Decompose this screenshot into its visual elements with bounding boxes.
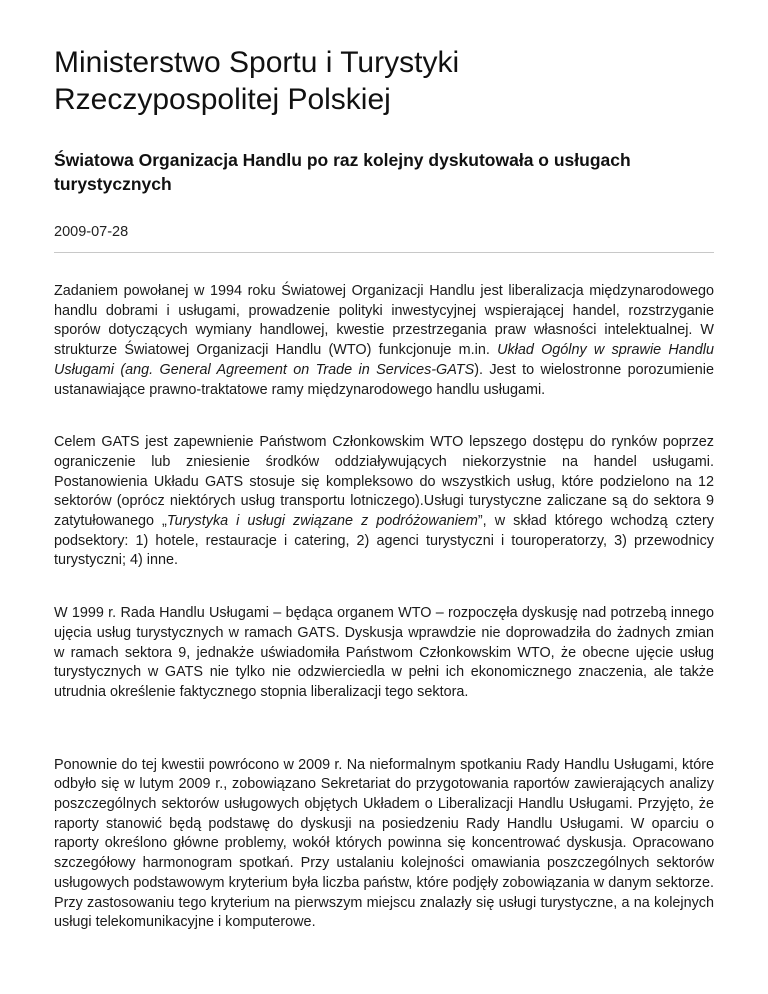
paragraph-2-emphasis: Turystyka i usługi związane z podróżowaniem: [166, 513, 478, 530]
article-date: 2009-07-28: [54, 224, 129, 240]
paragraph-1: [54, 282, 714, 400]
article-title: Światowa Organizacja Handlu po raz kolejny dyskutowała o usługach turystycznych: [54, 150, 631, 194]
paragraph-1-emphasis: Układ Ogólny w sprawie Handlu Usługami (ang. General Agreement on Trade in Services-GATS: [54, 342, 714, 378]
site-title-line1: Ministerstwo Sportu i Turystyki: [54, 46, 460, 79]
divider: [54, 252, 714, 253]
paragraph-3: W 1999 r. Rada Handlu Usługami – będąca organem WTO – rozpoczęła dyskusję nad potrzebą innego ujęcia usług turystycznych w ramach GATS. Dyskusja wprawdzie nie doprowadziła do żadnych zmian w ramach sektora 9, jednakże uświadomiła Państwom Członkowskim WTO, że obecne ujęcie usług turystycznych w GATS nie tylko nie odzwierciedla w pełni ich ekonomicznego znaczenia, ale także utrudnia określenie faktycznego stopnia liberalizacji tego sektora.: [54, 605, 714, 700]
paragraph-2-text-a: Celem GATS jest zapewnienie Państwom Członkowskim WTO lepszego dostępu do rynków poprzez ograniczenie lub zniesienie środków oddziaływujących niekorzystnie na handel usługami. Postanowienia Układu GATS stosuje się kompleksowo do wszystkich usług, które podzielono na 12 sektorów (oprócz niektórych usług transportu lotniczego).Usługi turystyczne zaliczane są do sektora 9 zatytułowanego „: [54, 434, 714, 530]
paragraph-2-text-b: ”, w skład którego wchodzą cztery podsektory: 1) hotele, restauracje i catering, 2) agenci turystyczni i touroperatorzy, 3) przewodnicy turystyczni; 4) inne.: [54, 513, 715, 569]
site-title-line2: Rzeczypospolitej Polskiej: [54, 83, 391, 116]
paragraph-4: Ponownie do tej kwestii powrócono w 2009 r. Na nieformalnym spotkaniu Rady Handlu Usługami, które odbyło się w lutym 2009 r., zobowiązano Sekretariat do przygotowania raportów zawierających analizy poszczególnych sektorów usługowych objętych Układem o Liberalizacji Handlu Usługami. Przyjęto, że raporty stanowić będą podstawę do dyskusji na posiedzeniu Rady Handlu Usługami. W oparciu o raporty określono główne problemy, wokół których powinna się koncentrować dyskusja. Opracowano szczegółowy harmonogram spotkań. Przy ustalaniu kolejności omawiania poszczególnych sektorów usługowych podstawowym kryterium była liczba państw, które podjęły zobowiązania w danym sektorze. Przy zastosowaniu tego kryterium na pierwszym miejscu znalazły się usługi turystyczne, a na kolejnych usługi telekomunikacyjne i komputerowe.: [54, 756, 714, 931]
site-title: [54, 0, 714, 118]
paragraph-1-text-b: ). Jest to wielostronne porozumienie ustanawiające prawno-traktatowe ramy międzynarodowego handlu usługami.: [54, 361, 714, 398]
paragraph-1-text-a: Zadaniem powołanej w 1994 roku Światowej Organizacji Handlu jest liberalizacja międzynarodowego handlu dobrami i usługami, prowadzenie polityki inwestycyjnej wspierającej handel, rozstrzyganie sporów dotyczących wymiany handlowej, kwestie przestrzegania praw własności intelektualnej. W strukturze Światowej Organizacji Handlu (WTO) funkcjonuje m.in.: [54, 283, 714, 359]
paragraph-2: [54, 433, 714, 571]
